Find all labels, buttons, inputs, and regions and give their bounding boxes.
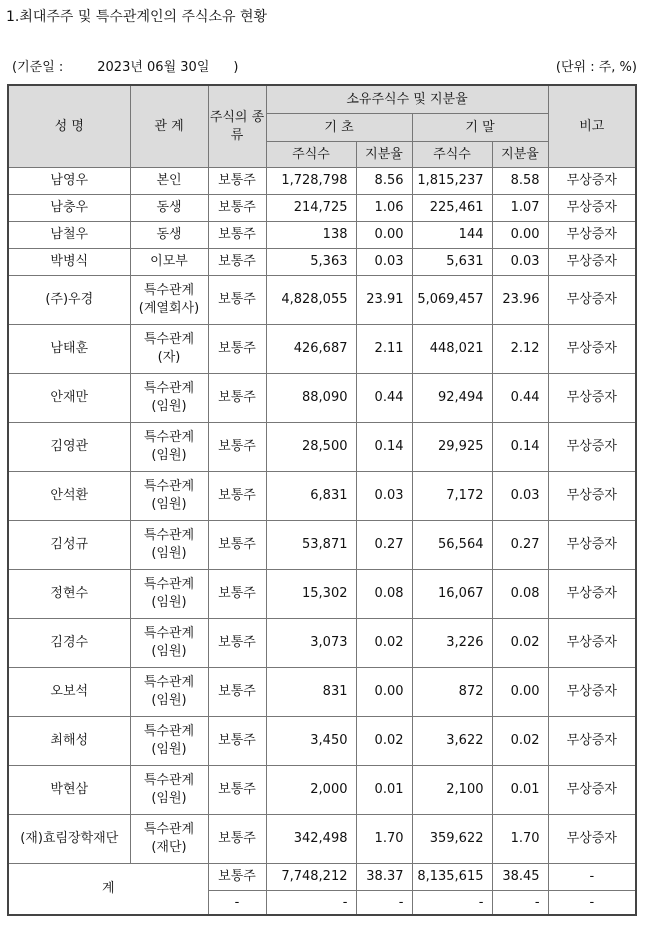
cell-end-shares: 3,622	[412, 717, 492, 766]
table-row	[8, 222, 636, 249]
cell-name: (재)효림장학재단	[8, 815, 130, 864]
relation-line2: (임원)	[151, 399, 187, 414]
cell-end-ratio: 0.02	[492, 619, 548, 668]
relation-line2: (임원)	[151, 644, 187, 659]
cell-stock-type: 보통주	[208, 195, 266, 222]
table-row	[8, 619, 636, 668]
cell-begin-shares: 3,073	[266, 619, 356, 668]
cell-note: 무상증자	[548, 570, 636, 619]
table-row	[8, 325, 636, 374]
cell-relation	[130, 766, 208, 815]
cell-begin-shares: 1,728,798	[266, 168, 356, 195]
table-row	[8, 195, 636, 222]
cell-relation	[130, 195, 208, 222]
cell-stock-type: 보통주	[208, 766, 266, 815]
cell-name: 남철우	[8, 222, 130, 249]
cell-name: 안재만	[8, 374, 130, 423]
header-end-ratio: 지분율	[492, 142, 548, 168]
cell-note: 무상증자	[548, 276, 636, 325]
cell-begin-shares: 6,831	[266, 472, 356, 521]
cell-begin-shares: 2,000	[266, 766, 356, 815]
cell-stock-type: 보통주	[208, 668, 266, 717]
cell-begin-ratio: 0.27	[356, 521, 412, 570]
cell-name: 박현삼	[8, 766, 130, 815]
relation-line1: 특수관계	[143, 430, 195, 445]
basis-date-line	[12, 56, 238, 75]
relation-line1: 특수관계	[143, 528, 195, 543]
cell-stock-type: -	[208, 891, 266, 916]
cell-name: 안석환	[8, 472, 130, 521]
cell-note: -	[548, 864, 636, 891]
relation-line1: 특수관계	[143, 381, 195, 396]
cell-relation	[130, 374, 208, 423]
cell-stock-type: 보통주	[208, 619, 266, 668]
cell-note: 무상증자	[548, 249, 636, 276]
table-row	[8, 717, 636, 766]
header-name: 성 명	[8, 85, 130, 168]
cell-relation	[130, 668, 208, 717]
header-begin: 기 초	[266, 114, 412, 142]
cell-relation	[130, 472, 208, 521]
cell-end-shares: 3,226	[412, 619, 492, 668]
table-row	[8, 249, 636, 276]
relation-line2: (임원)	[151, 546, 187, 561]
cell-begin-shares: 831	[266, 668, 356, 717]
relation-line2: (임원)	[151, 595, 187, 610]
cell-relation	[130, 521, 208, 570]
cell-begin-ratio: 0.03	[356, 472, 412, 521]
cell-name: 남충우	[8, 195, 130, 222]
document-title: 1.최대주주 및 특수관계인의 주식소유 현황	[6, 9, 268, 25]
cell-end-shares: 872	[412, 668, 492, 717]
relation-line1: 이모부	[150, 254, 188, 269]
cell-begin-ratio: 1.06	[356, 195, 412, 222]
cell-begin-shares: 5,363	[266, 249, 356, 276]
relation-line1: 동생	[156, 227, 182, 242]
cell-stock-type: 보통주	[208, 222, 266, 249]
cell-begin-ratio: 0.00	[356, 222, 412, 249]
relation-line2: (임원)	[151, 448, 187, 463]
header-begin-ratio: 지분율	[356, 142, 412, 168]
cell-note: 무상증자	[548, 168, 636, 195]
cell-stock-type: 보통주	[208, 423, 266, 472]
relation-line2: (임원)	[151, 693, 187, 708]
relation-line1: 특수관계	[143, 332, 195, 347]
cell-begin-shares: 214,725	[266, 195, 356, 222]
cell-note: 무상증자	[548, 668, 636, 717]
cell-end-shares: 92,494	[412, 374, 492, 423]
cell-begin-shares: 15,302	[266, 570, 356, 619]
cell-end-shares: 225,461	[412, 195, 492, 222]
cell-name: 최해성	[8, 717, 130, 766]
cell-end-shares: 144	[412, 222, 492, 249]
cell-note: 무상증자	[548, 423, 636, 472]
table-row	[8, 521, 636, 570]
cell-end-ratio: 1.07	[492, 195, 548, 222]
cell-begin-ratio: 2.11	[356, 325, 412, 374]
cell-end-ratio: 38.45	[492, 864, 548, 891]
relation-line1: 동생	[156, 200, 182, 215]
cell-note: 무상증자	[548, 325, 636, 374]
relation-line2: (임원)	[151, 791, 187, 806]
relation-line1: 본인	[156, 173, 182, 188]
cell-relation	[130, 325, 208, 374]
cell-begin-shares: 7,748,212	[266, 864, 356, 891]
cell-begin-shares: 4,828,055	[266, 276, 356, 325]
cell-end-ratio: 0.08	[492, 570, 548, 619]
cell-begin-ratio: 0.02	[356, 619, 412, 668]
cell-note: 무상증자	[548, 472, 636, 521]
cell-note: -	[548, 891, 636, 916]
cell-relation	[130, 249, 208, 276]
cell-begin-shares: 88,090	[266, 374, 356, 423]
cell-stock-type: 보통주	[208, 168, 266, 195]
relation-line2: (자)	[157, 350, 181, 365]
cell-relation	[130, 222, 208, 249]
relation-line1: 특수관계	[143, 283, 195, 298]
table-row	[8, 766, 636, 815]
total-row	[8, 864, 636, 891]
cell-begin-ratio: 0.00	[356, 668, 412, 717]
table-row	[8, 276, 636, 325]
cell-name: 남태훈	[8, 325, 130, 374]
cell-stock-type: 보통주	[208, 864, 266, 891]
cell-end-shares: 359,622	[412, 815, 492, 864]
relation-line1: 특수관계	[143, 479, 195, 494]
cell-begin-ratio: 38.37	[356, 864, 412, 891]
relation-line1: 특수관계	[143, 626, 195, 641]
basis-date: 2023년 06월 30일	[97, 60, 210, 75]
header-stock-type: 주식의 종류	[208, 85, 266, 168]
relation-line2: (임원)	[151, 497, 187, 512]
header-begin-shares: 주식수	[266, 142, 356, 168]
cell-name: 정현수	[8, 570, 130, 619]
cell-end-shares: 16,067	[412, 570, 492, 619]
cell-end-shares: 2,100	[412, 766, 492, 815]
cell-name: 김경수	[8, 619, 130, 668]
cell-relation	[130, 570, 208, 619]
shareholding-table	[7, 84, 637, 916]
basis-label: (기준일 :	[12, 60, 64, 75]
cell-end-ratio: 0.01	[492, 766, 548, 815]
cell-name: 오보석	[8, 668, 130, 717]
cell-end-shares: 29,925	[412, 423, 492, 472]
table-row	[8, 168, 636, 195]
cell-begin-ratio: 0.08	[356, 570, 412, 619]
cell-name: 김성규	[8, 521, 130, 570]
cell-end-ratio: 0.02	[492, 717, 548, 766]
cell-end-ratio: 0.03	[492, 249, 548, 276]
cell-end-shares: 1,815,237	[412, 168, 492, 195]
cell-relation	[130, 423, 208, 472]
cell-end-ratio: 8.58	[492, 168, 548, 195]
cell-note: 무상증자	[548, 766, 636, 815]
cell-begin-ratio: 1.70	[356, 815, 412, 864]
cell-note: 무상증자	[548, 374, 636, 423]
cell-begin-shares: 342,498	[266, 815, 356, 864]
relation-line1: 특수관계	[143, 773, 195, 788]
cell-note: 무상증자	[548, 222, 636, 249]
cell-end-ratio: 0.44	[492, 374, 548, 423]
cell-begin-ratio: 8.56	[356, 168, 412, 195]
cell-relation	[130, 276, 208, 325]
cell-end-ratio: 0.00	[492, 222, 548, 249]
cell-note: 무상증자	[548, 521, 636, 570]
table-row	[8, 374, 636, 423]
cell-name: 박병식	[8, 249, 130, 276]
cell-stock-type: 보통주	[208, 521, 266, 570]
cell-begin-ratio: 23.91	[356, 276, 412, 325]
cell-end-shares: 448,021	[412, 325, 492, 374]
relation-line1: 특수관계	[143, 577, 195, 592]
cell-name: 남영우	[8, 168, 130, 195]
header-holdings: 소유주식수 및 지분율	[266, 85, 548, 114]
cell-note: 무상증자	[548, 717, 636, 766]
cell-stock-type: 보통주	[208, 276, 266, 325]
cell-end-ratio: -	[492, 891, 548, 916]
cell-relation	[130, 815, 208, 864]
table-row	[8, 668, 636, 717]
cell-begin-ratio: 0.01	[356, 766, 412, 815]
cell-begin-shares: 3,450	[266, 717, 356, 766]
table-row	[8, 815, 636, 864]
cell-begin-shares: 138	[266, 222, 356, 249]
cell-begin-shares: 426,687	[266, 325, 356, 374]
cell-begin-ratio: 0.14	[356, 423, 412, 472]
cell-stock-type: 보통주	[208, 325, 266, 374]
cell-end-ratio: 0.27	[492, 521, 548, 570]
relation-line1: 특수관계	[143, 724, 195, 739]
table-body	[8, 168, 636, 916]
cell-end-ratio: 2.12	[492, 325, 548, 374]
relation-line2: (재단)	[151, 840, 187, 855]
cell-end-ratio: 1.70	[492, 815, 548, 864]
cell-name: (주)우경	[8, 276, 130, 325]
cell-relation	[130, 717, 208, 766]
table-row	[8, 472, 636, 521]
cell-end-shares: 8,135,615	[412, 864, 492, 891]
cell-begin-ratio: 0.03	[356, 249, 412, 276]
cell-stock-type: 보통주	[208, 249, 266, 276]
cell-begin-ratio: 0.44	[356, 374, 412, 423]
table-row	[8, 423, 636, 472]
cell-stock-type: 보통주	[208, 570, 266, 619]
cell-end-shares: -	[412, 891, 492, 916]
cell-begin-shares: 53,871	[266, 521, 356, 570]
cell-note: 무상증자	[548, 815, 636, 864]
header-end: 기 말	[412, 114, 548, 142]
cell-note: 무상증자	[548, 619, 636, 668]
cell-begin-ratio: 0.02	[356, 717, 412, 766]
cell-end-shares: 56,564	[412, 521, 492, 570]
relation-line1: 특수관계	[143, 675, 195, 690]
cell-stock-type: 보통주	[208, 472, 266, 521]
relation-line2: (임원)	[151, 742, 187, 757]
cell-stock-type: 보통주	[208, 374, 266, 423]
total-label: 계	[8, 864, 208, 916]
cell-note: 무상증자	[548, 195, 636, 222]
cell-stock-type: 보통주	[208, 717, 266, 766]
cell-end-shares: 5,069,457	[412, 276, 492, 325]
cell-relation	[130, 168, 208, 195]
header-end-shares: 주식수	[412, 142, 492, 168]
header-note: 비고	[548, 85, 636, 168]
header-relation: 관 계	[130, 85, 208, 168]
cell-relation	[130, 619, 208, 668]
cell-end-shares: 5,631	[412, 249, 492, 276]
cell-stock-type: 보통주	[208, 815, 266, 864]
cell-end-ratio: 0.03	[492, 472, 548, 521]
cell-end-ratio: 0.00	[492, 668, 548, 717]
cell-end-ratio: 0.14	[492, 423, 548, 472]
relation-line1: 특수관계	[143, 822, 195, 837]
cell-name: 김영관	[8, 423, 130, 472]
basis-close: )	[233, 60, 239, 75]
cell-begin-shares: 28,500	[266, 423, 356, 472]
cell-end-shares: 7,172	[412, 472, 492, 521]
unit-label: (단위 : 주, %)	[555, 60, 637, 75]
cell-begin-ratio: -	[356, 891, 412, 916]
cell-end-ratio: 23.96	[492, 276, 548, 325]
cell-begin-shares: -	[266, 891, 356, 916]
relation-line2: (계열회사)	[138, 301, 200, 316]
table-row	[8, 570, 636, 619]
